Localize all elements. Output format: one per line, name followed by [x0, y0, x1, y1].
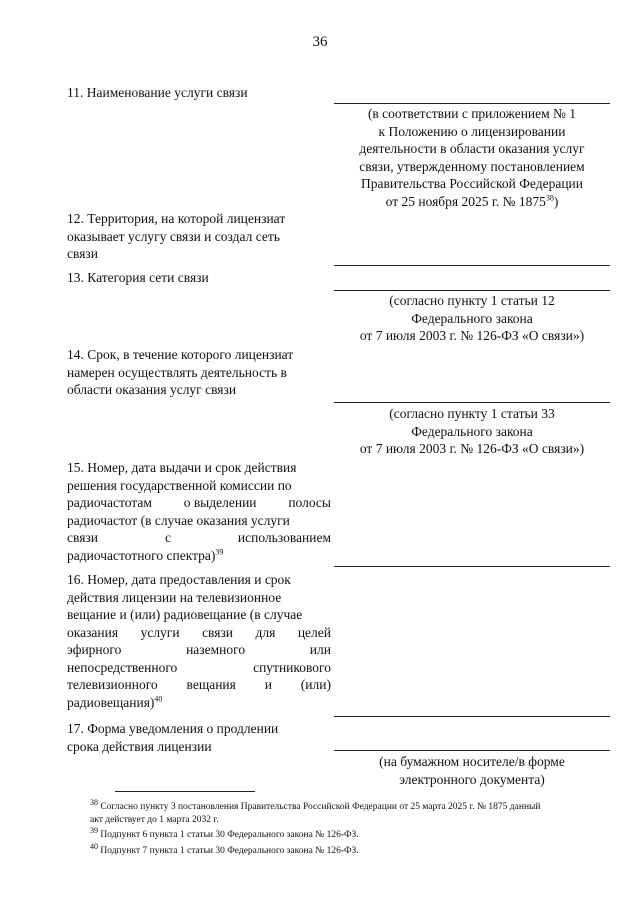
item-line: [67, 477, 331, 495]
item-text: радиочастотного спектра): [67, 547, 216, 563]
footnote-ref: 40: [154, 694, 163, 703]
item-text: 12. Территория, на которой лицензиат: [67, 211, 286, 226]
word: наземного: [186, 642, 246, 657]
note-line: Федерального закона: [411, 310, 533, 326]
item-line: [67, 494, 331, 512]
note-line: к Положению о лицензировании: [378, 123, 566, 139]
footnote-39: [90, 825, 615, 842]
item-11-label: [67, 84, 331, 102]
word: связи: [67, 530, 98, 545]
item-line: [67, 364, 331, 382]
item-16-label: [67, 571, 331, 711]
item-line: [67, 512, 331, 530]
item-line: [67, 346, 331, 364]
item-line: [67, 210, 331, 228]
word: услуги: [140, 624, 180, 640]
item-line: [67, 641, 331, 659]
note-line: деятельности в области оказания услуг: [359, 141, 585, 156]
note-line: (на бумажном носителе/в форме: [379, 754, 565, 769]
item-11-note: [334, 105, 610, 210]
word: радиочастотам: [67, 495, 152, 510]
item-11-answer-line: [334, 103, 610, 104]
word: о выделении: [183, 495, 257, 510]
word: вещания: [186, 677, 236, 692]
item-text: намерен осуществлять деятельность в: [67, 364, 287, 380]
item-13-label: [67, 269, 331, 287]
item-13-note: [334, 292, 610, 345]
note-text: от 25 ноября 2025 г. № 1875: [385, 193, 546, 209]
item-line: [67, 571, 331, 589]
footnote-text: Согласно пункту 3 постановления Правительства Российской Федерации от 25 марта 2025 г. № 1875 данный: [100, 802, 541, 812]
footnote-text: Подпункт 6 пункта 1 статьи 30 Федерального закона № 126-ФЗ.: [100, 830, 359, 840]
footnote-line: [90, 797, 615, 814]
item-12-answer-line: [334, 265, 610, 266]
item-14-answer-line: [334, 402, 610, 403]
item-16-answer-line: [334, 716, 610, 717]
item-12-label: [67, 210, 331, 263]
word: оказания: [67, 624, 119, 640]
footnote-separator: [115, 791, 255, 792]
item-17-answer-line: [334, 750, 610, 751]
word: с: [164, 530, 171, 545]
footnote-ref: 39: [90, 825, 98, 835]
item-17-label: [67, 720, 331, 755]
footnote-ref: 39: [215, 547, 224, 556]
item-text: 16. Номер, дата предоставления и срок: [67, 572, 291, 587]
word: спутникового: [253, 659, 331, 675]
item-line: области оказания услуг связи: [67, 382, 237, 397]
note-line: (согласно пункту 1 статьи 12: [389, 293, 555, 308]
item-text: вещание и (или) радиовещание (в случае: [67, 607, 303, 622]
footnote-line: [90, 825, 615, 842]
note-line: электронного документа): [399, 771, 545, 787]
item-line: [67, 659, 331, 677]
item-14-label: [67, 346, 331, 399]
item-text: действия лицензии на телевизионное: [67, 589, 282, 605]
note-line: связи, утвержденному постановлением: [359, 158, 585, 174]
item-line: [67, 589, 331, 607]
item-text: решения государственной комиссии по: [67, 477, 292, 493]
note-line: (в соответствии с приложением № 1: [367, 106, 577, 121]
item-text: 17. Форма уведомления о продлении: [67, 721, 279, 736]
word: связи: [202, 624, 234, 640]
note-line: [334, 193, 610, 211]
word: или: [309, 642, 331, 657]
item-line: [67, 676, 331, 694]
item-text: 14. Срок, в течение которого лицензиат: [67, 347, 294, 362]
word: целей: [297, 624, 331, 640]
item-line: [67, 459, 331, 477]
note-line: от 7 июля 2003 г. № 126-ФЗ «О связи»): [359, 328, 585, 343]
item-14-note: [334, 405, 610, 458]
item-line: связи: [67, 246, 98, 261]
footnote-line: [90, 841, 615, 858]
word: и: [264, 677, 272, 692]
word: полосы: [288, 495, 331, 510]
word: эфирного: [67, 642, 122, 657]
item-line: [67, 547, 331, 565]
footnote-text: Подпункт 7 пункта 1 статьи 30 Федерального закона № 126-ФЗ.: [100, 846, 359, 856]
word: непосредственного: [67, 659, 178, 675]
item-line: [67, 694, 331, 712]
item-text: оказывает услугу связи и создал сеть: [67, 228, 280, 244]
item-text: радиочастот (в случае оказания услуги: [67, 512, 290, 528]
footnote-line: акт действует до 1 марта 2032 г.: [90, 815, 219, 825]
item-17-note: [334, 753, 610, 788]
footnote-ref: 38: [545, 193, 554, 202]
item-line: [67, 720, 331, 738]
note-close: ): [553, 193, 559, 209]
word: (или): [300, 677, 331, 692]
footnote-ref: 38: [90, 797, 98, 807]
note-line: Федерального закона: [411, 423, 533, 439]
item-text: 15. Номер, дата выдачи и срок действия: [67, 460, 297, 475]
footnote-ref: 40: [90, 841, 98, 851]
note-line: от 7 июля 2003 г. № 126-ФЗ «О связи»): [359, 441, 585, 456]
item-text: радиовещания): [67, 694, 155, 710]
item-15-answer-line: [334, 566, 610, 567]
item-13-text: 13. Категория сети связи: [67, 270, 209, 285]
item-line: [67, 606, 331, 624]
word: телевизионного: [67, 677, 158, 692]
word: использованием: [237, 530, 331, 545]
item-15-label: [67, 459, 331, 564]
footnote-38: [90, 797, 615, 827]
note-line: (согласно пункту 1 статьи 33: [389, 406, 555, 421]
footnote-40: [90, 841, 615, 858]
word: для: [255, 624, 276, 640]
item-line: срока действия лицензии: [67, 738, 212, 754]
note-line: Правительства Российской Федерации: [361, 176, 583, 191]
item-13-answer-line: [334, 290, 610, 291]
item-line: [67, 529, 331, 547]
item-line: [67, 624, 331, 642]
item-11-text: 11. Наименование услуги связи: [67, 85, 248, 100]
item-line: [67, 228, 331, 246]
page-number: 36: [312, 34, 328, 50]
